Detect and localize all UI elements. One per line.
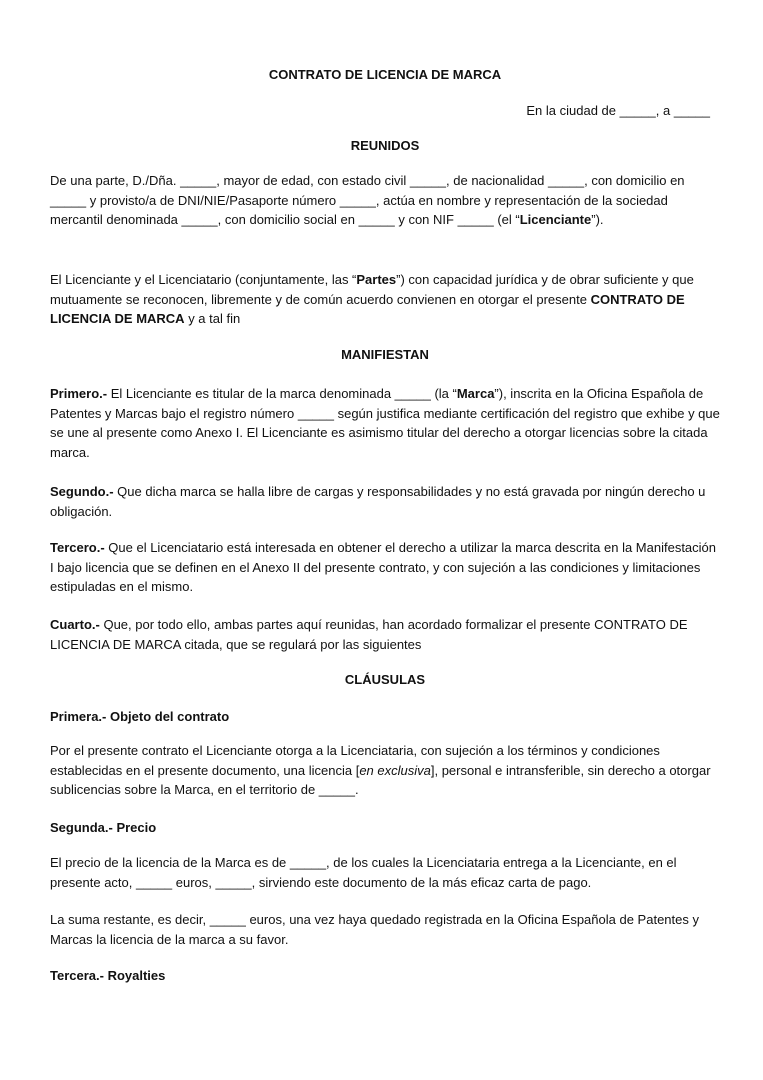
cuarto-label: Cuarto.-: [50, 617, 100, 632]
clausula-3-heading: Tercera.- Royalties: [50, 968, 166, 983]
parties-p2-bold2: CONTRATO DE LICENCIA DE MARCA: [50, 291, 685, 326]
parties-p2-end: y a tal fin: [184, 311, 241, 326]
manifest-primero: [50, 384, 720, 462]
segundo-label: Segundo.-: [50, 484, 114, 499]
manifest-cuarto: [50, 615, 720, 654]
parties-p2-mid: ”) con capacidad jurídica y de obrar suficiente y que mutuamente se reconocen, libremente y de común acuerdo convienen en otorgar el presente: [50, 272, 694, 307]
parties-paragraph-2: [50, 270, 720, 329]
cuarto-text: Que, por todo ello, ambas partes aquí reunidas, han acordado formalizar el presente CONTRATO DE LICENCIA DE MARCA citada, que se regulará por las siguientes: [50, 617, 688, 652]
clausula-1-paragraph: [50, 741, 720, 800]
parties-p1-text: De una parte, D./Dña. _____, mayor de edad, con estado civil _____, de nacionalidad _____, con domicilio en _____ y provisto/a de DNI/NIE/Pasaporte número _____, actúa en nombre y representación de la sociedad mercantil denominada _____, con domicilio social en _____ y con NIF _____ (el “: [50, 173, 685, 227]
parties-p1-bold: Licenciante: [519, 212, 592, 227]
clausula-2-paragraph-1: El precio de la licencia de la Marca es de _____, de los cuales la Licenciataria entrega a la Licenciante, en el presente acto, _____ euros, _____, sirviendo este documento de la más eficaz carta de pago.: [50, 855, 677, 890]
tercero-text: Que el Licenciatario está interesada en obtener el derecho a utilizar la marca descrita en la Manifestación I bajo licencia que se definen en el Anexo II del presente contrato, y con sujeción a las condiciones y limitaciones estipuladas en el mismo.: [50, 540, 717, 594]
manifest-segundo: [50, 482, 720, 521]
parties-p2-bold: Partes: [356, 272, 397, 287]
manifest-tercero: [50, 538, 720, 597]
section-reunidos: REUNIDOS: [350, 138, 420, 153]
parties-p1-end: ”).: [591, 212, 604, 227]
section-clausulas: CLÁUSULAS: [344, 672, 426, 687]
primero-bold: Marca: [456, 386, 495, 401]
document-title: CONTRATO DE LICENCIA DE MARCA: [268, 67, 502, 82]
primero-text: El Licenciante es titular de la marca denominada _____ (la “: [107, 386, 457, 401]
clausula-1-heading: Primera.- Objeto del contrato: [50, 709, 230, 724]
section-manifiestan: MANIFIESTAN: [341, 347, 429, 362]
clausula-1-italic: en exclusiva: [359, 762, 431, 778]
segundo-text: Que dicha marca se halla libre de cargas y responsabilidades y no está gravada por ningún derecho u obligación.: [50, 484, 706, 519]
clausula-2-paragraph-2: La suma restante, es decir, _____ euros, una vez haya quedado registrada en la Oficina Española de Patentes y Marcas la licencia de la marca a su favor.: [50, 912, 699, 947]
clausula-1-text: Por el presente contrato el Licenciante otorga a la Licenciataria, con sujeción a los términos y condiciones establecidas en el presente documento, una licencia [: [50, 743, 660, 778]
parties-p2-text: El Licenciante y el Licenciatario (conjuntamente, las “: [50, 272, 357, 287]
primero-end: ”), inscrita en la Oficina Española de Patentes y Marcas bajo el registro número _____ según justifica mediante certificación del registro que exhibe y que se une al presente como Anexo I. El Licenciante es asimismo titular del derecho a otorgar licencias sobre la citada marca.: [50, 386, 720, 460]
primero-label: Primero.-: [50, 386, 108, 401]
clausula-2-heading: Segunda.- Precio: [50, 820, 157, 835]
place-date-line: En la ciudad de _____, a _____: [526, 103, 710, 118]
clausula-1-end: ], personal e intransferible, sin derecho a otorgar sublicencias sobre la Marca, en el territorio de _____.: [50, 762, 711, 797]
tercero-label: Tercero.-: [50, 540, 105, 555]
parties-paragraph-1: [50, 171, 720, 230]
